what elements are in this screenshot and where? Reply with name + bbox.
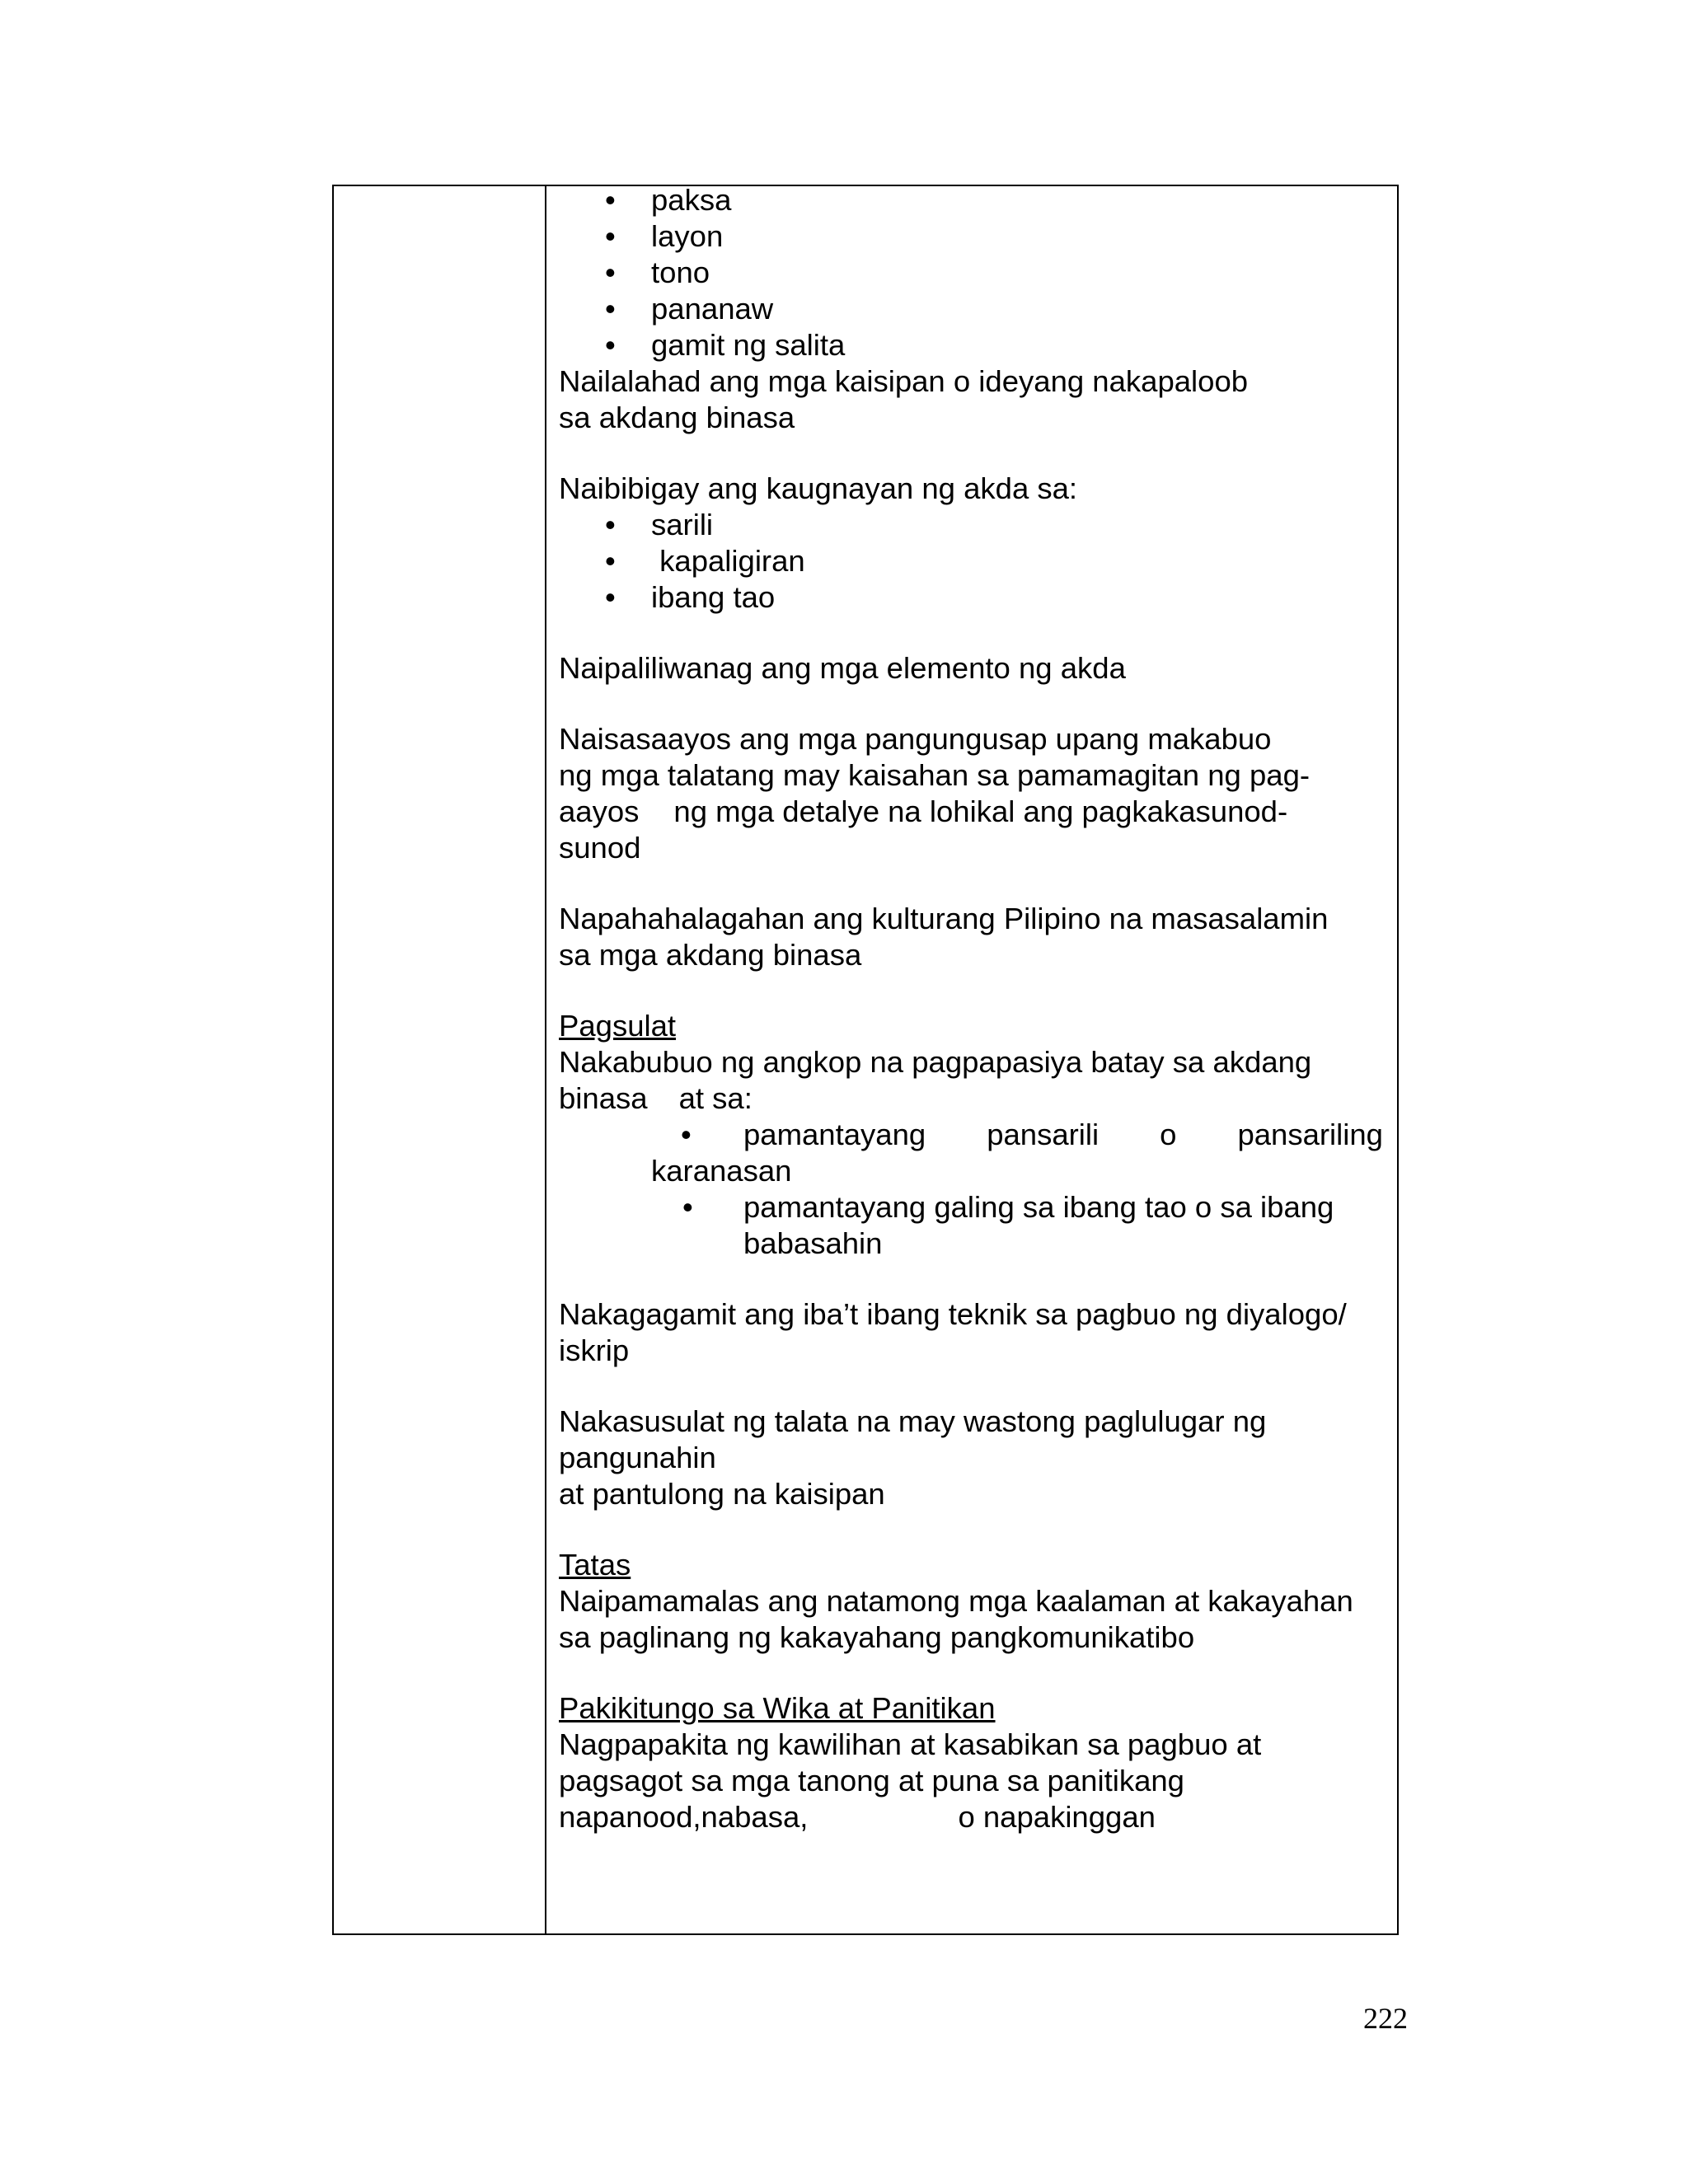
text-line: Naibibigay ang kaugnayan ng akda sa: <box>559 471 1078 505</box>
text-line: sa mga akdang binasa <box>559 938 862 972</box>
section-heading-tatas <box>559 1547 1383 1583</box>
text-line: ng mga talatang may kaisahan sa pamamagitan ng pag- <box>559 758 1311 792</box>
text-word: pamantayang <box>743 1118 926 1151</box>
text-line: Nakagagamit ang iba’t ibang teknik sa pagbuo ng diyalogo/ <box>559 1297 1347 1331</box>
bullet-icon: • <box>681 1118 692 1151</box>
list-item: • sarili <box>559 507 1383 543</box>
text-line: Nailalahad ang mga kaisipan o ideyang nakapaloob <box>559 364 1249 398</box>
list-item: • pananaw <box>559 291 1383 327</box>
text-line: binasa <box>559 1081 648 1115</box>
text-line-row <box>559 1799 1383 1835</box>
section-heading: Pagsulat <box>559 1009 677 1043</box>
elements-list <box>559 182 1383 363</box>
text-line: Nagpapakita ng kawilihan at kasabikan sa pagbuo at <box>559 1727 1262 1761</box>
list-item <box>559 543 1383 579</box>
section-heading-pagsulat <box>559 1008 1383 1044</box>
text-line: Naisasaayos ang mga pangungusap upang makabuo <box>559 722 1272 756</box>
list-item-text: kapaligiran <box>659 544 805 578</box>
section-heading-pakikitungo <box>559 1690 1383 1727</box>
text-line: Nakasusulat ng talata na may wastong paglulugar ng <box>559 1404 1267 1438</box>
competencies-cell <box>559 183 1383 1835</box>
bullet-icon: • <box>682 1190 693 1224</box>
text-line: karanasan <box>651 1154 792 1188</box>
text-line: aayos <box>559 794 640 828</box>
text-line: iskrip <box>559 1333 630 1367</box>
competency-paragraph <box>559 363 1383 436</box>
competency-paragraph <box>559 650 1383 687</box>
competency-paragraph <box>559 1404 1383 1440</box>
text-line: pamantayang galing sa ibang tao o sa ibang <box>743 1190 1334 1224</box>
text-line: ng mga detalye na lohikal ang pagkakasunod- <box>673 794 1288 828</box>
text-word: pansariling <box>1237 1118 1383 1151</box>
list-item <box>559 1189 1383 1262</box>
text-line-row <box>559 1080 1383 1117</box>
text-line: pangunahin <box>559 1441 716 1474</box>
text-line: at sa: <box>678 1081 753 1115</box>
competency-paragraph <box>559 1296 1383 1333</box>
text-line: Nakabubuo ng angkop na pagpapasiya batay sa akdang <box>559 1045 1312 1079</box>
list-item: • gamit ng salita <box>559 327 1383 363</box>
text-line: sa paglinang ng kakayahang pangkomunikatibo <box>559 1620 1195 1654</box>
text-line: Naipamamalas ang natamong mga kaalaman at kakayahan <box>559 1584 1353 1618</box>
competency-paragraph <box>559 901 1383 973</box>
text-line: sa akdang binasa <box>559 401 795 434</box>
text-line: sunod <box>559 831 641 865</box>
list-item: • layon <box>559 218 1383 255</box>
section-heading: Pakikitungo sa Wika at Panitikan <box>559 1691 996 1725</box>
list-item-row <box>651 1117 1383 1153</box>
text-line: o napakinggan <box>958 1800 1156 1834</box>
relations-list <box>559 507 1383 616</box>
section-heading: Tatas <box>559 1548 631 1582</box>
competency-paragraph <box>559 1727 1383 1763</box>
competency-table <box>332 185 1399 1935</box>
competency-paragraph <box>559 1583 1383 1656</box>
competency-paragraph <box>559 1044 1383 1080</box>
list-item: • ibang tao <box>559 579 1383 616</box>
text-word: pansarili <box>987 1118 1100 1151</box>
text-word: o <box>1160 1118 1177 1151</box>
list-item <box>559 1117 1383 1189</box>
list-item: • paksa <box>559 182 1383 218</box>
text-line: Napahahalagahan ang kulturang Pilipino na masasalamin <box>559 902 1329 935</box>
competency-paragraph <box>559 1763 1383 1799</box>
page-number: 222 <box>1363 2002 1408 2035</box>
list-item: • tono <box>559 255 1383 291</box>
competency-paragraph <box>559 721 1383 866</box>
column-divider <box>545 186 546 1933</box>
text-line: at pantulong na kaisipan <box>559 1477 885 1511</box>
text-line: babasahin <box>743 1226 883 1260</box>
text-line: pagsagot sa mga tanong at puna sa panitikang <box>559 1764 1184 1797</box>
text-line: Naipaliliwanag ang mga elemento ng akda <box>559 651 1126 685</box>
competency-paragraph <box>559 471 1383 507</box>
text-line: napanood,nabasa, <box>559 1800 809 1834</box>
